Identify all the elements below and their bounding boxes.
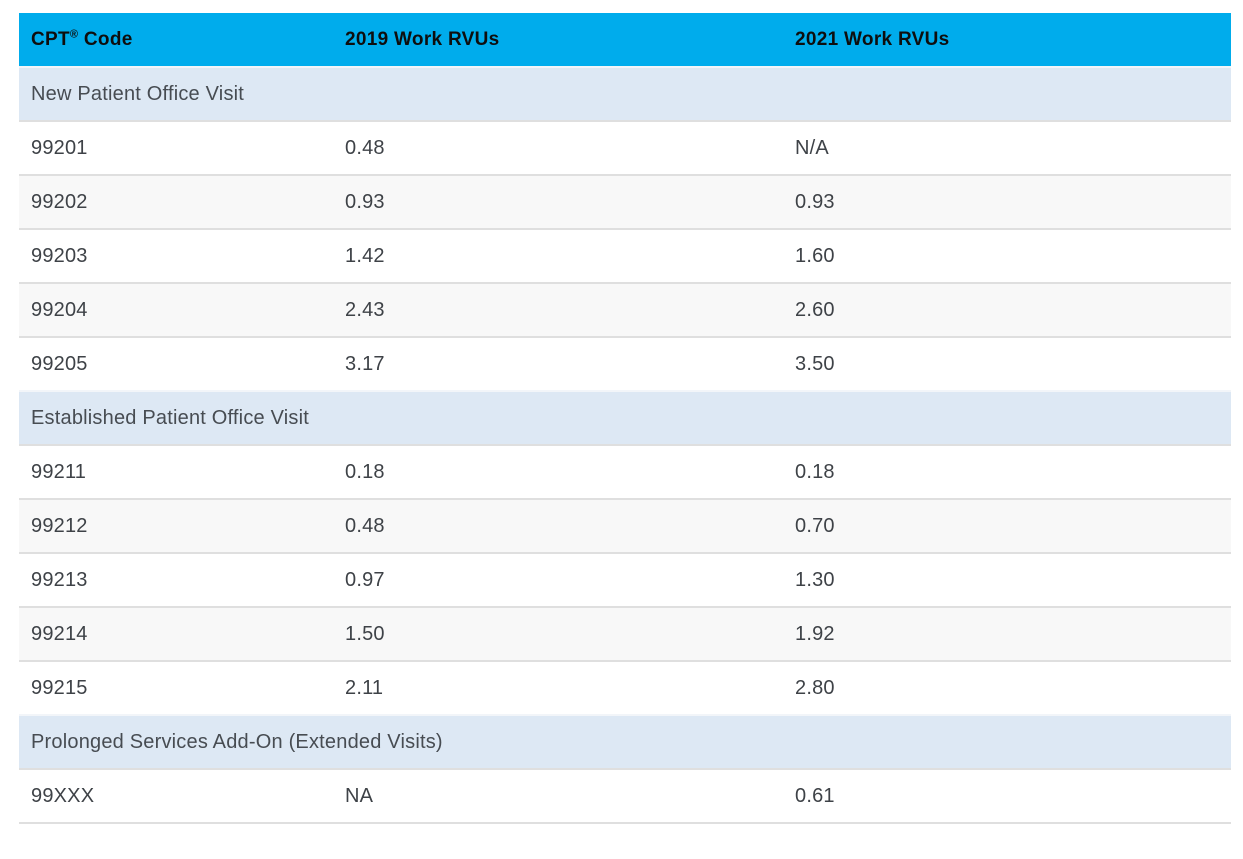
rvu-2019-cell: 2.11 <box>333 661 783 715</box>
table-row <box>19 769 1231 823</box>
rvu-2019-cell: NA <box>333 769 783 823</box>
table-row <box>19 175 1231 229</box>
cpt-code-cell: 99214 <box>19 607 333 661</box>
cpt-label-base: CPT <box>31 28 70 50</box>
rvu-2021-cell: 1.92 <box>783 607 1231 661</box>
column-header-2019-work-rvus: 2019 Work RVUs <box>333 13 783 67</box>
rvu-2021-cell: 1.60 <box>783 229 1231 283</box>
rvu-2019-cell: 0.97 <box>333 553 783 607</box>
table-row <box>19 121 1231 175</box>
section-title: Established Patient Office Visit <box>19 391 1231 445</box>
rvu-2019-cell: 0.48 <box>333 121 783 175</box>
rvu-2021-cell: 0.70 <box>783 499 1231 553</box>
header-row <box>19 13 1231 67</box>
cpt-code-cell: 99203 <box>19 229 333 283</box>
rvu-2019-cell: 0.93 <box>333 175 783 229</box>
table-row <box>19 445 1231 499</box>
table-row <box>19 553 1231 607</box>
rvu-2021-cell: 0.18 <box>783 445 1231 499</box>
rvu-2019-cell: 2.43 <box>333 283 783 337</box>
rvu-2021-cell: 3.50 <box>783 337 1231 391</box>
table-row <box>19 661 1231 715</box>
section-header-row <box>19 715 1231 769</box>
rvu-table <box>19 13 1231 824</box>
section-header-row <box>19 391 1231 445</box>
column-header-cpt-code <box>19 13 333 67</box>
cpt-code-cell: 99205 <box>19 337 333 391</box>
rvu-table-container <box>19 13 1231 824</box>
cpt-code-cell: 99204 <box>19 283 333 337</box>
table-row <box>19 499 1231 553</box>
section-title: Prolonged Services Add-On (Extended Visits) <box>19 715 1231 769</box>
table-row <box>19 229 1231 283</box>
rvu-2019-cell: 0.18 <box>333 445 783 499</box>
registered-trademark-symbol: ® <box>69 28 79 41</box>
rvu-2019-cell: 0.48 <box>333 499 783 553</box>
column-header-2021-work-rvus: 2021 Work RVUs <box>783 13 1231 67</box>
cpt-code-cell: 99213 <box>19 553 333 607</box>
cpt-code-cell: 99201 <box>19 121 333 175</box>
cpt-code-cell: 99212 <box>19 499 333 553</box>
rvu-2021-cell: 0.93 <box>783 175 1231 229</box>
rvu-table-body <box>19 67 1231 823</box>
rvu-2019-cell: 1.42 <box>333 229 783 283</box>
cpt-code-cell: 99215 <box>19 661 333 715</box>
cpt-code-cell: 99211 <box>19 445 333 499</box>
rvu-2019-cell: 3.17 <box>333 337 783 391</box>
rvu-2019-cell: 1.50 <box>333 607 783 661</box>
cpt-code-cell: 99XXX <box>19 769 333 823</box>
section-title: New Patient Office Visit <box>19 67 1231 121</box>
cpt-code-cell: 99202 <box>19 175 333 229</box>
section-header-row <box>19 67 1231 121</box>
table-row <box>19 607 1231 661</box>
rvu-2021-cell: N/A <box>783 121 1231 175</box>
table-row <box>19 283 1231 337</box>
rvu-2021-cell: 0.61 <box>783 769 1231 823</box>
cpt-label-rest: Code <box>78 28 133 50</box>
rvu-2021-cell: 2.80 <box>783 661 1231 715</box>
rvu-2021-cell: 2.60 <box>783 283 1231 337</box>
rvu-table-header <box>19 13 1231 67</box>
table-row <box>19 337 1231 391</box>
rvu-2021-cell: 1.30 <box>783 553 1231 607</box>
